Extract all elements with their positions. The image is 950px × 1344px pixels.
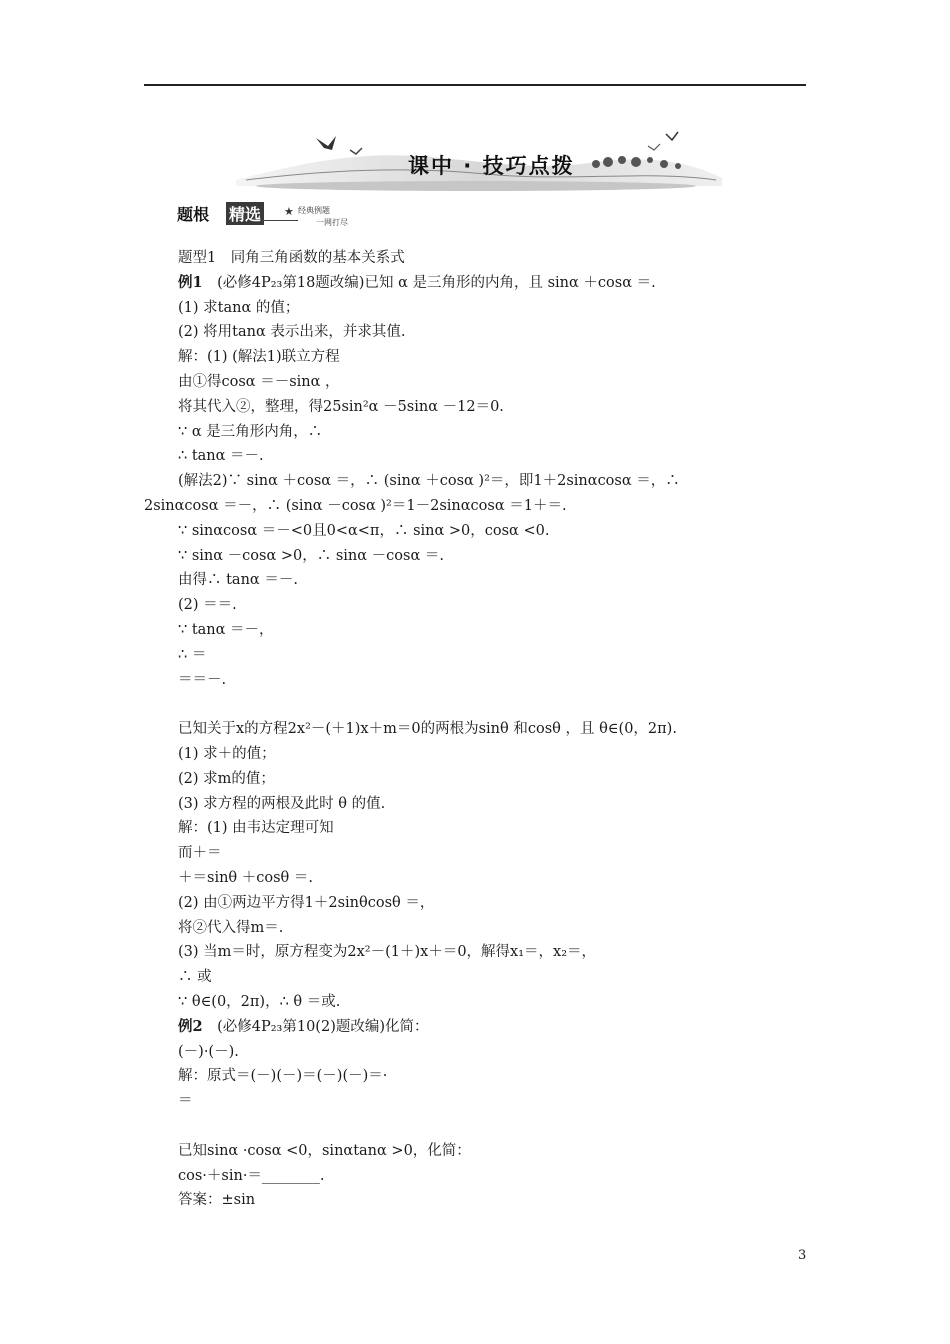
text-line: 解：(1) (解法1)联立方程 — [178, 349, 340, 366]
text-line: (解法2)∵ sinα ＋cosα ＝，∴ (sinα ＋cosα )²＝，即1＋2sinαcosα ＝，∴ — [178, 473, 680, 490]
text-line: 将②代入得m＝. — [178, 919, 284, 936]
text-line: ∵ tanα ＝－， — [178, 622, 274, 638]
text-line: (2) 由①两边平方得1＋2sinθcosθ ＝， — [178, 894, 435, 911]
text-line: 解：(1) 由韦达定理可知 — [178, 820, 334, 837]
text-line: 将其代入②，整理，得25sin²α －5sinα －12＝0. — [178, 398, 504, 415]
text-line: (1) 求＋的值； — [178, 746, 276, 762]
text-line: 由①得cosα ＝－sinα ， — [178, 374, 340, 390]
text-line: (3) 当m＝时，原方程变为2x²－(1＋)x＋＝0，解得x₁＝，x₂＝， — [178, 944, 597, 961]
bird-icon — [350, 148, 362, 154]
example-label: 例2 — [178, 1017, 203, 1035]
text-line: (1) 求tanα 的值； — [178, 299, 300, 316]
text-line: (2) 将用tanα 表示出来，并求其值. — [178, 324, 406, 341]
text-line: ∴ 或 — [178, 969, 212, 986]
text-line: ∵ α 是三角形内角，∴ — [178, 423, 323, 440]
text-line: ∴ tanα ＝－. — [178, 448, 264, 465]
text-line: ∴ ＝ — [178, 646, 207, 663]
banner-shadow — [256, 181, 696, 191]
text-line: ＝＝－. — [178, 671, 227, 688]
text-line: cos·＋sin·＝________. — [178, 1167, 325, 1184]
text-line: ＋＝sinθ ＋cosθ ＝. — [178, 870, 313, 886]
tag-label-part2: 精选 — [226, 202, 264, 225]
text-line: 而＋＝ — [178, 845, 222, 862]
tag-note-primary: 经典例题 — [298, 206, 330, 215]
text-line: ∵ θ∈(0，2π)，∴ θ ＝或. — [178, 994, 341, 1010]
bird-icon — [316, 136, 336, 150]
text-line: ＝ — [178, 1093, 193, 1110]
text-line: 由得∴ tanα ＝－. — [178, 572, 298, 589]
text-line: 2sinαcosα ＝－，∴ (sinα －cosα )²＝1－2sinαcosα ＝1＋＝. — [144, 498, 567, 514]
text-line: ∵ sinαcosα ＝－<0且0<α<π，∴ sinα >0，cosα <0. — [178, 522, 550, 539]
example-heading: 例2 (必修4P₂₃第10(2)题改编)化简： — [178, 1017, 429, 1035]
banner-title: 课中 · 技巧点拨 — [408, 154, 575, 178]
text-line: 答案：±sin — [178, 1192, 256, 1209]
text-line: (2) ＝＝. — [178, 597, 237, 614]
text-line: 解：原式＝(－)(－)＝(－)(－)＝· — [178, 1068, 388, 1085]
text-line: (3) 求方程的两根及此时 θ 的值. — [178, 795, 386, 812]
top-rule — [144, 84, 806, 86]
text-line: (2) 求m的值； — [178, 770, 275, 787]
bird-icon — [666, 132, 678, 140]
text-line: ∵ sinα －cosα >0，∴ sinα －cosα ＝. — [178, 547, 444, 564]
example-label: 例1 — [178, 273, 203, 291]
star-icon: ★ — [284, 205, 294, 218]
tag-label-part1: 题根 — [177, 205, 210, 224]
page-number: 3 — [798, 1248, 807, 1263]
text-line: (－)·(－). — [178, 1043, 239, 1060]
text-line: 已知sinα ·cosα <0，sinαtanα >0，化简： — [178, 1142, 471, 1159]
example-heading: 例1 (必修4P₂₃第18题改编)已知 α 是三角形的内角，且 sinα ＋cosα ＝. — [178, 273, 656, 291]
tag-underline — [262, 220, 298, 221]
text-line: 题型1 同角三角函数的基本关系式 — [178, 250, 405, 266]
text-line: 已知关于x的方程2x²－(＋1)x＋m＝0的两根为sinθ 和cosθ ，且 θ∈(0，2π). — [178, 721, 677, 738]
tag-note-secondary: 一网打尽 — [316, 218, 348, 227]
bird-icon — [648, 144, 660, 150]
